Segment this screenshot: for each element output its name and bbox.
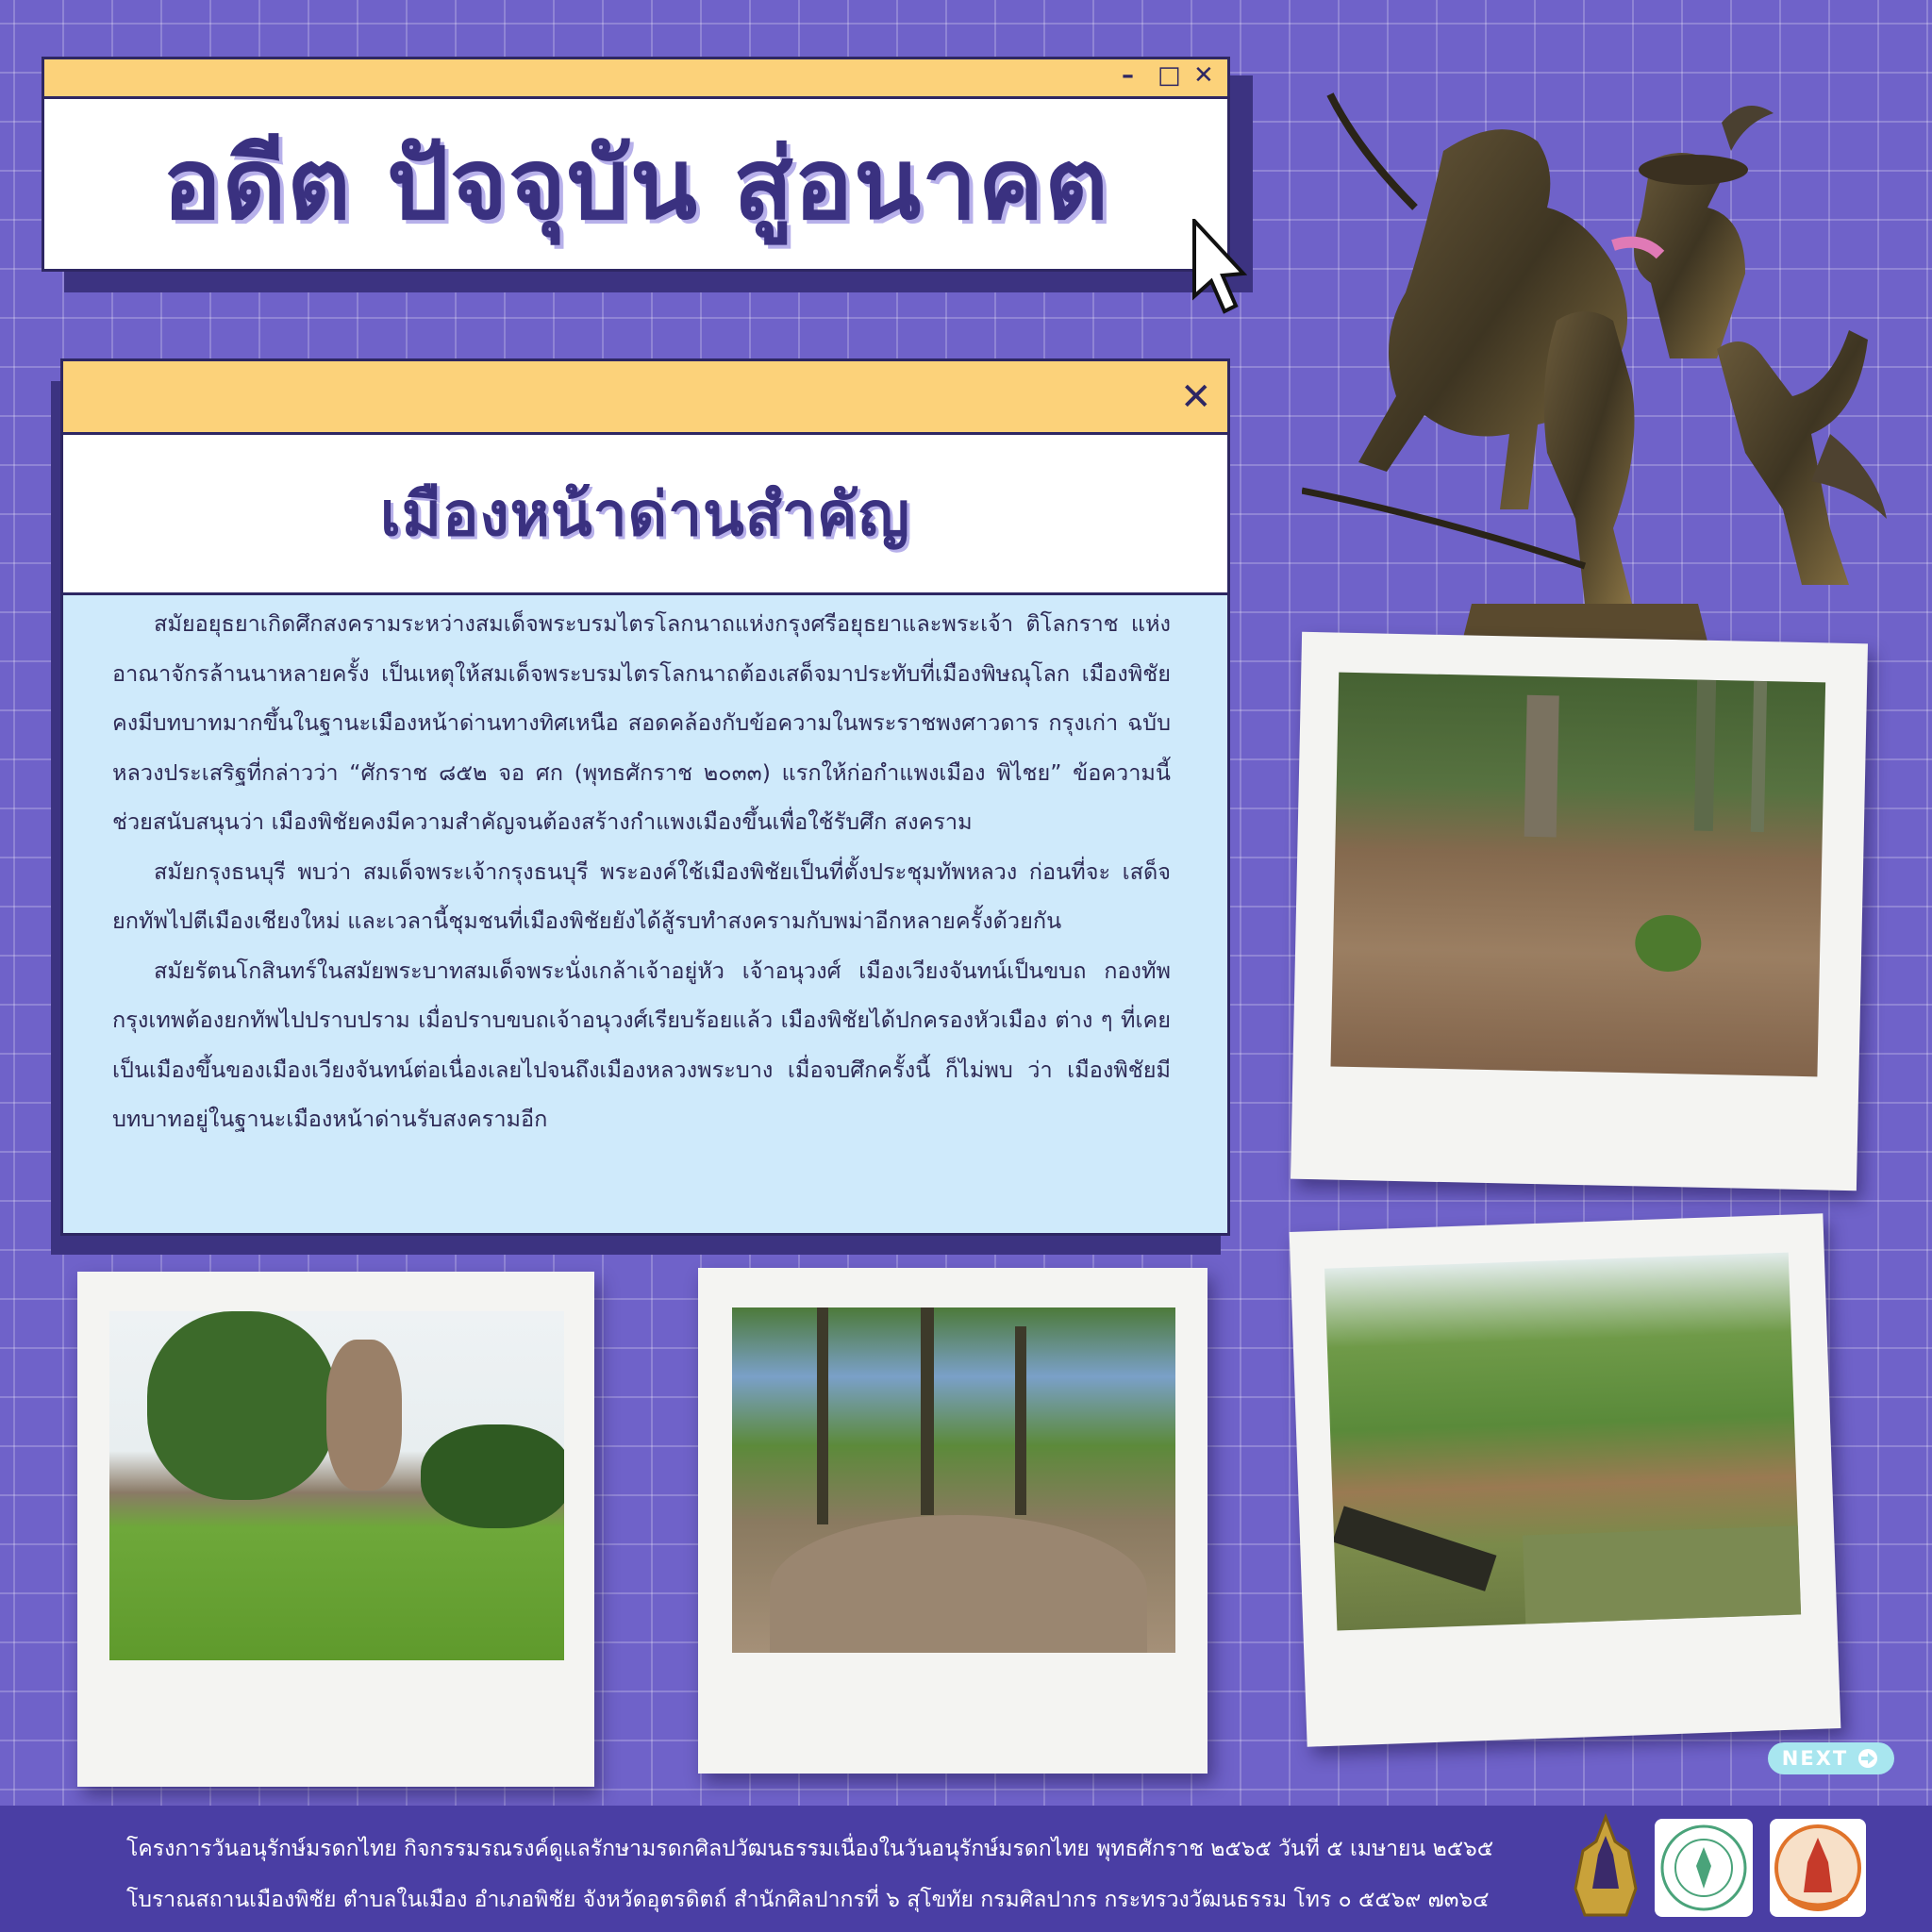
fine-arts-logo (1655, 1819, 1753, 1917)
page-title: อดีต ปัจจุบัน สู่อนาคต (162, 126, 1109, 242)
minimize-icon[interactable]: – (1122, 61, 1134, 90)
paragraph: สมัยกรุงธนบุรี พบว่า สมเด็จพระเจ้ากรุงธนบุรี พระองค์ใช้เมืองพิชัยเป็นที่ตั้งประชุมทัพหลวง ก่อนที่จะ เสด็จยกทัพไปตีเมืองเชียงใหม่ และเวลานี้ชุมชนที่เมืองพิชัยยังได้สู้รบทำสงครามกับพม่าอีกหลายครั้งด้วยกัน (112, 858, 1171, 934)
statue-image (1302, 75, 1906, 679)
photo-frame-3 (698, 1268, 1208, 1774)
footer-line-1: โครงการวันอนุรักษ์มรดกไทย กิจกรรมรณรงค์ดูแลรักษามรดกศิลปวัฒนธรรมเนื่องในวันอนุรักษ์มรดกไทย พุทธศักราช ๒๕๖๕ วันที่ ๕ เมษายน ๒๕๖๕ (126, 1837, 1494, 1861)
photo-rice-field (109, 1311, 564, 1660)
close-icon[interactable]: ✕ (1193, 61, 1214, 90)
photo-frame-4 (1290, 1213, 1841, 1746)
photo-frame-2 (77, 1272, 594, 1787)
article-heading-bar (63, 435, 1227, 595)
paragraph: สมัยอยุธยาเกิดศึกสงครามระหว่างสมเด็จพระบรมไตรโลกนาถแห่งกรุงศรีอยุธยาและพระเจ้า ติโลกราช แห่งอาณาจักรล้านนาหลายครั้ง เป็นเหตุให้สมเด็จพระบรมไตรโลกนาถต้องเสด็จมาประทับที่เมืองพิษณุโลก เมืองพิชัยคงมีบทบาทมากขึ้นในฐานะเมืองหน้าด่านทางทิศเหนือ สอดคล้องกับข้อความในพระราชพงศาวดาร กรุงเก่า ฉบับหลวงประเสริฐที่กล่าวว่า “ศักราช ๘๕๒ จอ ศก (พุทธศักราช ๒๐๓๓) แรกให้ก่อกำแพงเมือง พิไชย” ข้อความนี้ช่วยสนับสนุนว่า เมืองพิชัยคงมีความสำคัญจนต้องสร้างกำแพงเมืองขึ้นเพื่อใช้รับศึก สงคราม (112, 610, 1171, 835)
cursor-arrow-icon (1191, 219, 1247, 323)
maximize-icon[interactable]: □ (1158, 61, 1181, 90)
article-body (63, 595, 1227, 1144)
paragraph: สมัยรัตนโกสินทร์ในสมัยพระบาทสมเด็จพระนั่งเกล้าเจ้าอยู่หัว เจ้าอนุวงศ์ เมืองเวียงจันทน์เป็นขบถ กองทัพกรุงเทพต้องยกทัพไปปราบปราม เมื่อปราบขบถเจ้าอนุวงศ์เรียบร้อยแล้ว เมืองพิชัยได้ปกครองหัวเมือง ต่าง ๆ ที่เคยเป็นเมืองขึ้นของเมืองเวียงจันทน์ต่อเนื่องเลยไปจนถึงเมืองหลวงพระบาง เมื่อจบศึกครั้งนี้ ก็ไม่พบ ว่า เมืองพิชัยมีบทบาทอยู่ในฐานะเมืองหน้าด่านรับสงครามอีก (112, 957, 1171, 1132)
footer-line-2: โบราณสถานเมืองพิชัย ตำบลในเมือง อำเภอพิชัย จังหวัดอุตรดิตถ์ สำนักศิลปากรที่ ๖ สุโขทัย กรมศิลปากร กระทรวงวัฒนธรรม โทร ๐ ๕๕๖๙ ๗๓๖๔ (126, 1888, 1490, 1912)
article-heading: เมืองหน้าด่านสำคัญ (379, 480, 911, 550)
next-label: NEXT (1781, 1747, 1849, 1770)
header-titlebar (44, 59, 1227, 99)
arrow-right-icon (1856, 1749, 1880, 1768)
header-window (42, 57, 1230, 272)
photo-frame-1 (1291, 632, 1868, 1191)
footer-bar (0, 1806, 1932, 1932)
close-icon[interactable]: ✕ (1180, 375, 1212, 419)
emblem-logo (1570, 1813, 1641, 1923)
article-titlebar (63, 361, 1227, 435)
photo-mound-trees (732, 1307, 1175, 1653)
heritage-day-logo (1770, 1819, 1866, 1917)
photo-mound-forest (1330, 673, 1825, 1077)
next-button[interactable] (1768, 1742, 1894, 1774)
photo-riverbank (1324, 1253, 1801, 1631)
article-window (60, 358, 1230, 1236)
